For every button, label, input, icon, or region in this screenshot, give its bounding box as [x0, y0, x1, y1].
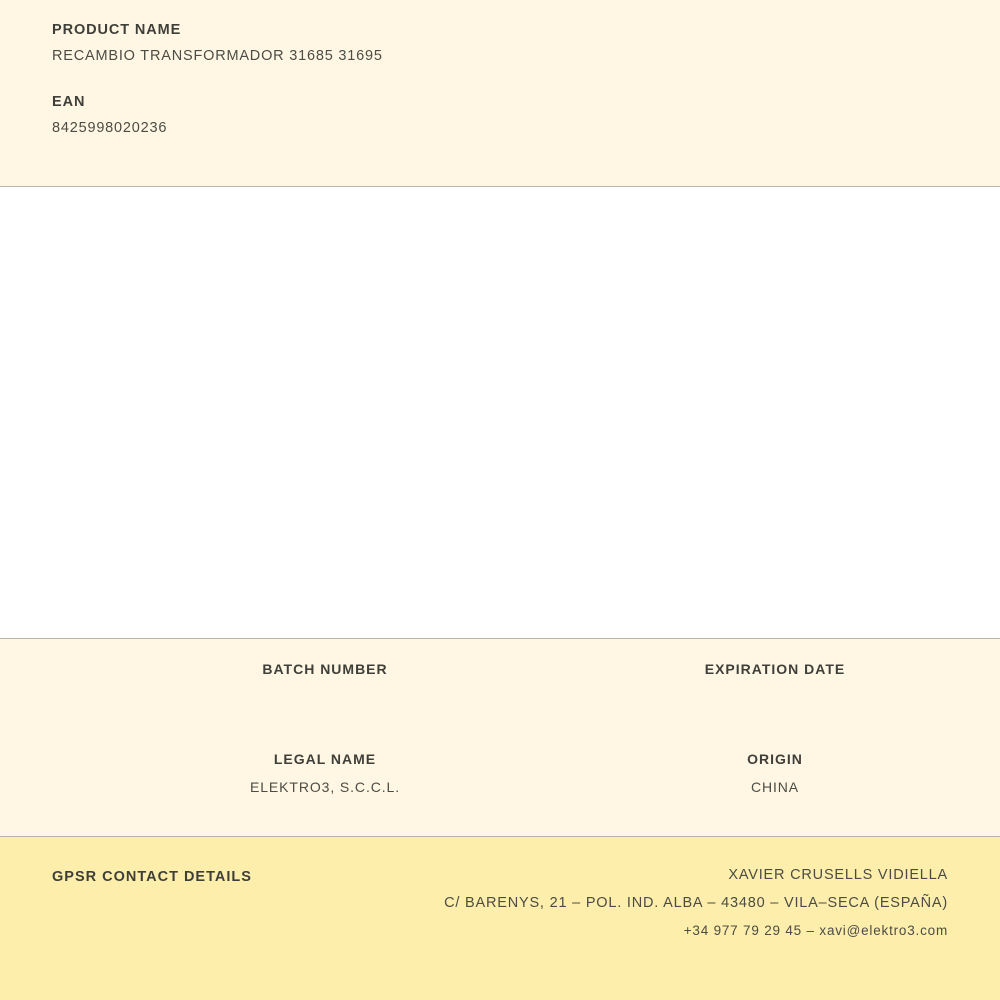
expiration-date-label: EXPIRATION DATE — [704, 661, 846, 677]
batch-number-value — [100, 689, 550, 705]
ean-value: 8425998020236 — [52, 120, 168, 136]
batch-number-label: BATCH NUMBER — [262, 661, 388, 677]
ean-label: EAN — [52, 94, 86, 110]
product-name-label: PRODUCT NAME — [52, 22, 182, 38]
legal-name-cell — [0, 751, 550, 795]
legal-name-value: ELEKTRO3, S.C.C.L. — [249, 779, 401, 795]
gpsr-contact-title: GPSR CONTACT DETAILS — [52, 869, 252, 885]
expiration-date-cell — [550, 661, 1000, 705]
origin-value: CHINA — [750, 779, 800, 795]
legal-origin-row — [0, 751, 1000, 795]
product-name-field — [0, 22, 1000, 64]
batch-number-cell — [0, 661, 550, 705]
product-details-block — [0, 639, 1000, 837]
batch-expiration-row — [0, 661, 1000, 705]
legal-name-label: LEGAL NAME — [273, 751, 377, 767]
gpsr-contact-lines — [444, 867, 948, 938]
gpsr-contact-address: C/ BARENYS, 21 – POL. IND. ALBA – 43480 – VILA–SECA (ESPAÑA) — [444, 895, 948, 911]
product-image-area — [0, 187, 1000, 639]
product-name-value: RECAMBIO TRANSFORMADOR 31685 31695 — [52, 48, 383, 64]
expiration-date-value — [550, 689, 1000, 705]
gpsr-contact-person: XAVIER CRUSELLS VIDIELLA — [728, 867, 948, 883]
gpsr-contact-block — [0, 837, 1000, 1000]
ean-field — [0, 94, 1000, 136]
origin-cell — [550, 751, 1000, 795]
gpsr-contact-phone-email: +34 977 79 29 45 – xavi@elektro3.com — [683, 923, 948, 938]
product-identification-block — [0, 0, 1000, 187]
origin-label: ORIGIN — [747, 751, 803, 767]
